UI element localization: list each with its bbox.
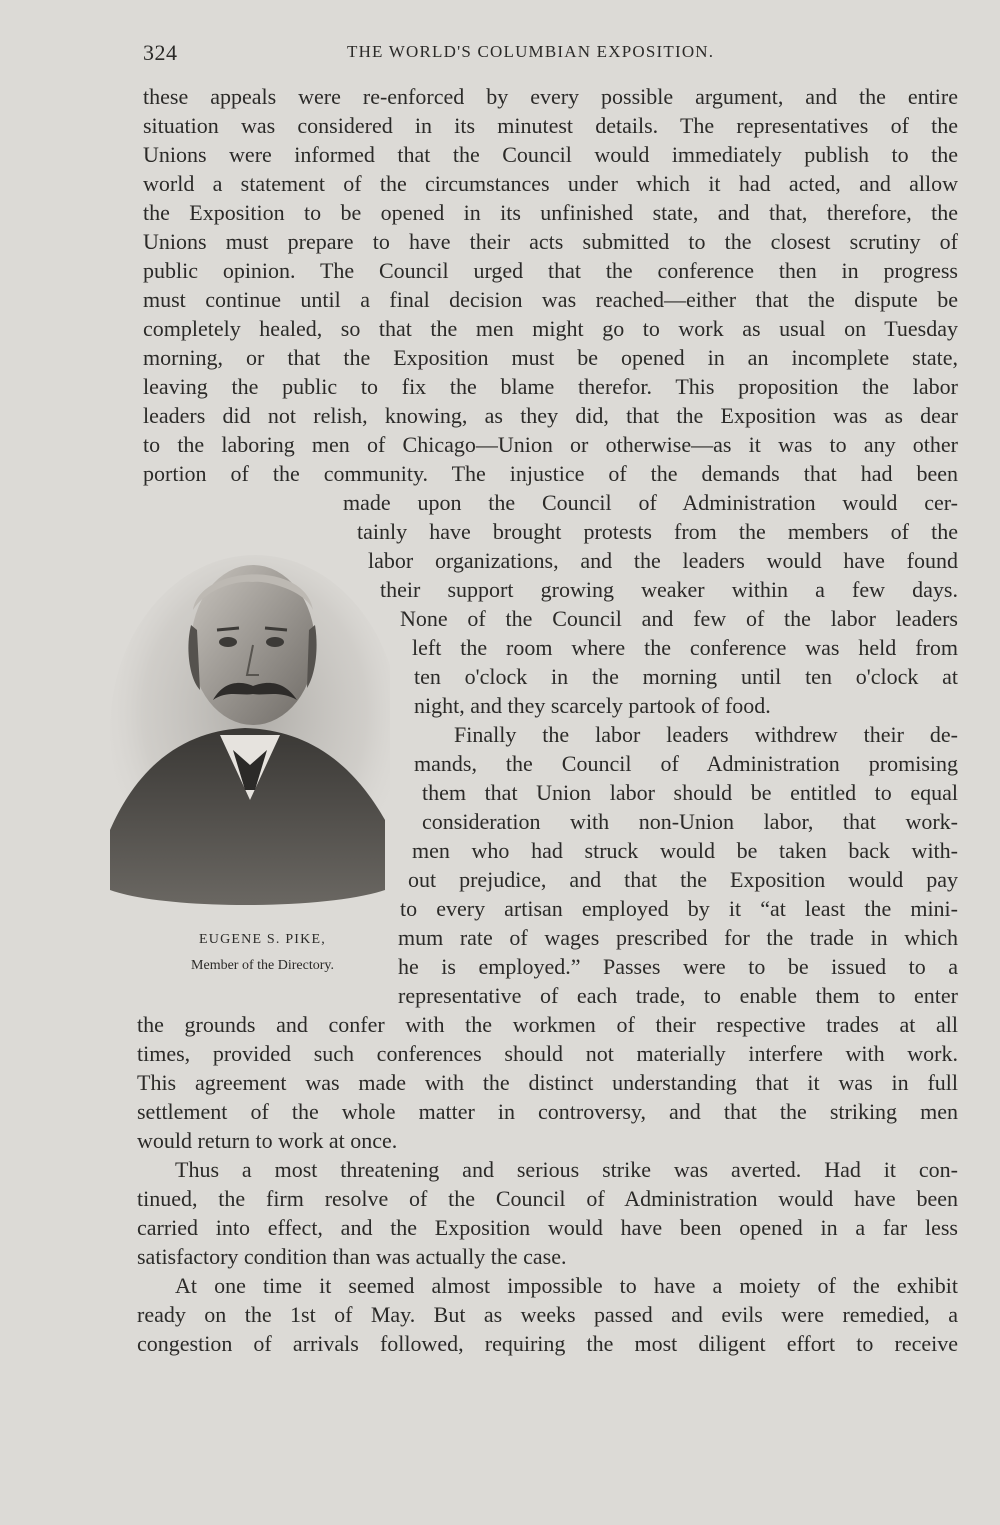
text-line: ten o'clock in the morning until ten o'clock at (414, 664, 958, 689)
text-line: would return to work at once. (137, 1128, 398, 1153)
text-line: satisfactory condition than was actually the case. (137, 1244, 567, 1269)
text-line: left the room where the conference was held from (412, 635, 958, 660)
text-line: congestion of arrivals followed, requiring the most diligent effort to receive (137, 1331, 958, 1356)
text-line: night, and they scarcely partook of food. (414, 693, 771, 718)
text-line: must continue until a final decision was reached—either that the dispute be (143, 287, 958, 312)
text-line: world a statement of the circumstances under which it had acted, and allow (143, 171, 958, 196)
text-line: the grounds and confer with the workmen of their respective trades at all (137, 1012, 958, 1037)
text-line: settlement of the whole matter in controversy, and that the striking men (137, 1099, 958, 1124)
text-line: mands, the Council of Administration promising (414, 751, 958, 776)
text-line: times, provided such conferences should not materially interfere with work. (137, 1041, 958, 1066)
text-line: At one time it seemed almost impossible to have a moiety of the exhibit (175, 1273, 958, 1298)
text-line: morning, or that the Exposition must be opened in an incomplete state, (143, 345, 958, 370)
portrait-engraving (105, 550, 390, 930)
figure-caption-role: Member of the Directory. (191, 958, 334, 973)
text-line: he is employed.” Passes were to be issued to a (398, 954, 958, 979)
text-line: leaving the public to fix the blame therefor. This proposition the labor (143, 374, 958, 399)
text-line: these appeals were re-enforced by every possible argument, and the entire (143, 84, 958, 109)
text-line: completely healed, so that the men might go to work as usual on Tuesday (143, 316, 958, 341)
text-line: out prejudice, and that the Exposition would pay (408, 867, 958, 892)
text-line: to the laboring men of Chicago—Union or otherwise—as it was to any other (143, 432, 958, 457)
text-line: made upon the Council of Administration would cer- (343, 490, 958, 515)
text-line: consideration with non-Union labor, that work- (422, 809, 958, 834)
text-line: them that Union labor should be entitled to equal (422, 780, 958, 805)
text-line: tinued, the firm resolve of the Council of Administration would have been (137, 1186, 958, 1211)
text-line: Unions were informed that the Council would immediately publish to the (143, 142, 958, 167)
text-line: ready on the 1st of May. But as weeks passed and evils were remedied, a (137, 1302, 958, 1327)
text-line: situation was considered in its minutest details. The representatives of the (143, 113, 958, 138)
text-line: the Exposition to be opened in its unfinished state, and that, therefore, the (143, 200, 958, 225)
text-line: Thus a most threatening and serious strike was averted. Had it con- (175, 1157, 958, 1182)
text-line: portion of the community. The injustice of the demands that had been (143, 461, 958, 486)
text-line: their support growing weaker within a few days. (380, 577, 958, 602)
text-line: Unions must prepare to have their acts submitted to the closest scrutiny of (143, 229, 958, 254)
text-line: public opinion. The Council urged that the conference then in progress (143, 258, 958, 283)
text-line: to every artisan employed by it “at least the mini- (400, 896, 958, 921)
text-line: mum rate of wages prescribed for the trade in which (398, 925, 958, 950)
portrait-illustration (105, 550, 390, 930)
text-line: labor organizations, and the leaders would have found (368, 548, 958, 573)
text-line: This agreement was made with the distinct understanding that it was in full (137, 1070, 958, 1095)
text-line: None of the Council and few of the labor leaders (400, 606, 958, 631)
page-number: 324 (143, 40, 178, 65)
text-line: representative of each trade, to enable them to enter (398, 983, 958, 1008)
text-line: leaders did not relish, knowing, as they did, that the Exposition was as dear (143, 403, 958, 428)
figure-caption-name: EUGENE S. PIKE, (199, 932, 326, 947)
text-line: tainly have brought protests from the members of the (357, 519, 958, 544)
text-line: carried into effect, and the Exposition would have been opened in a far less (137, 1215, 958, 1240)
running-title: THE WORLD'S COLUMBIAN EXPOSITION. (347, 42, 715, 61)
text-line: Finally the labor leaders withdrew their de- (454, 722, 958, 747)
text-line: men who had struck would be taken back with- (412, 838, 958, 863)
